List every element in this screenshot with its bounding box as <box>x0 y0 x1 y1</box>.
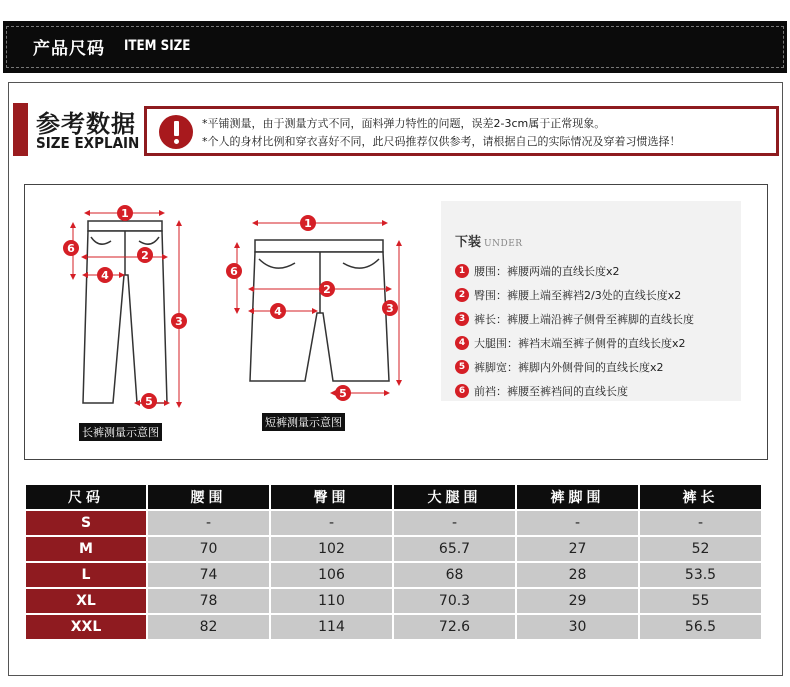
value-cell: 114 <box>271 615 392 639</box>
measurement-legend <box>441 201 741 401</box>
header-title-cn: 产品尺码 <box>33 39 105 59</box>
legend-number-badge: 5 <box>455 360 469 374</box>
table-header-row <box>26 485 761 509</box>
svg-text:5: 5 <box>145 395 153 408</box>
legend-item-rise: 6 前裆：裤腰至裤裆间的直线长度 <box>455 383 628 399</box>
legend-number-badge: 2 <box>455 288 469 302</box>
value-cell: 65.7 <box>394 537 515 561</box>
legend-item-hip: 2 臀围：裤腰上端至裤裆2/3处的直线长度x2 <box>455 287 681 303</box>
svg-text:4: 4 <box>274 305 282 318</box>
short-pants-caption: 短裤测量示意图 <box>262 413 345 431</box>
size-cell: M <box>26 537 146 561</box>
col-header-waist: 腰围 <box>148 485 269 509</box>
legend-title-cn: 下装 <box>455 235 482 250</box>
svg-text:1: 1 <box>121 207 129 220</box>
header-dashed-border <box>6 26 784 68</box>
value-cell: 70 <box>148 537 269 561</box>
legend-number-badge: 6 <box>455 384 469 398</box>
svg-text:1: 1 <box>304 217 312 230</box>
svg-text:2: 2 <box>141 249 149 262</box>
size-cell: XL <box>26 589 146 613</box>
value-cell: 78 <box>148 589 269 613</box>
value-cell: 70.3 <box>394 589 515 613</box>
size-cell: L <box>26 563 146 587</box>
value-cell: 28 <box>517 563 638 587</box>
size-cell: S <box>26 511 146 535</box>
explain-title-cn: 参考数据 <box>36 110 136 138</box>
value-cell: - <box>517 511 638 535</box>
size-cell: XXL <box>26 615 146 639</box>
table-row <box>26 511 761 535</box>
table-row <box>26 563 761 587</box>
col-header-length: 裤长 <box>640 485 761 509</box>
value-cell: 53.5 <box>640 563 761 587</box>
svg-text:5: 5 <box>339 387 347 400</box>
svg-text:3: 3 <box>175 315 183 328</box>
value-cell: 106 <box>271 563 392 587</box>
legend-number-badge: 3 <box>455 312 469 326</box>
measurement-diagram <box>24 184 768 460</box>
col-header-hip: 臀围 <box>271 485 392 509</box>
notice-box <box>144 106 779 156</box>
svg-text:2: 2 <box>323 283 331 296</box>
col-header-hem: 裤脚围 <box>517 485 638 509</box>
value-cell: - <box>271 511 392 535</box>
explain-title-en: SIZE EXPLAIN <box>36 134 140 152</box>
value-cell: - <box>394 511 515 535</box>
accent-stripe <box>13 103 28 156</box>
svg-text:4: 4 <box>101 269 109 282</box>
header-title-en: ITEM SIZE <box>124 38 191 54</box>
legend-title-en: UNDER <box>484 239 523 249</box>
value-cell: 55 <box>640 589 761 613</box>
legend-number-badge: 4 <box>455 336 469 350</box>
size-table <box>24 483 763 641</box>
legend-item-length: 3 裤长：裤腰上端沿裤子侧骨至裤脚的直线长度 <box>455 311 694 327</box>
value-cell: 27 <box>517 537 638 561</box>
legend-item-hem: 5 裤脚宽：裤脚内外侧骨间的直线长度x2 <box>455 359 664 375</box>
value-cell: 30 <box>517 615 638 639</box>
svg-text:6: 6 <box>67 242 75 255</box>
value-cell: 56.5 <box>640 615 761 639</box>
warning-icon <box>159 115 193 149</box>
value-cell: 52 <box>640 537 761 561</box>
value-cell: 110 <box>271 589 392 613</box>
notice-line-1: *平铺测量，由于测量方式不同，面料弹力特性的问题，误差2-3cm属于正常现象。 <box>202 117 606 130</box>
legend-item-thigh: 4 大腿围：裤裆末端至裤子侧骨的直线长度x2 <box>455 335 686 351</box>
value-cell: - <box>148 511 269 535</box>
value-cell: 29 <box>517 589 638 613</box>
long-pants-caption: 长裤测量示意图 <box>79 423 162 441</box>
value-cell: 68 <box>394 563 515 587</box>
svg-text:6: 6 <box>230 265 238 278</box>
value-cell: 72.6 <box>394 615 515 639</box>
value-cell: 74 <box>148 563 269 587</box>
svg-text:3: 3 <box>386 302 394 315</box>
value-cell: - <box>640 511 761 535</box>
table-row <box>26 537 761 561</box>
value-cell: 82 <box>148 615 269 639</box>
long-pants-icon <box>83 221 167 403</box>
legend-title <box>455 231 523 250</box>
value-cell: 102 <box>271 537 392 561</box>
table-row <box>26 615 761 639</box>
legend-item-waist: 1 腰围：裤腰两端的直线长度x2 <box>455 263 620 279</box>
legend-number-badge: 1 <box>455 264 469 278</box>
page-header-bar <box>3 21 787 73</box>
notice-line-2: *个人的身材比例和穿衣喜好不同，此尺码推荐仅供参考，请根据自己的实际情况及穿着习惯选择！ <box>202 135 681 148</box>
table-row <box>26 589 761 613</box>
col-header-thigh: 大腿围 <box>394 485 515 509</box>
col-header-size: 尺码 <box>26 485 146 509</box>
